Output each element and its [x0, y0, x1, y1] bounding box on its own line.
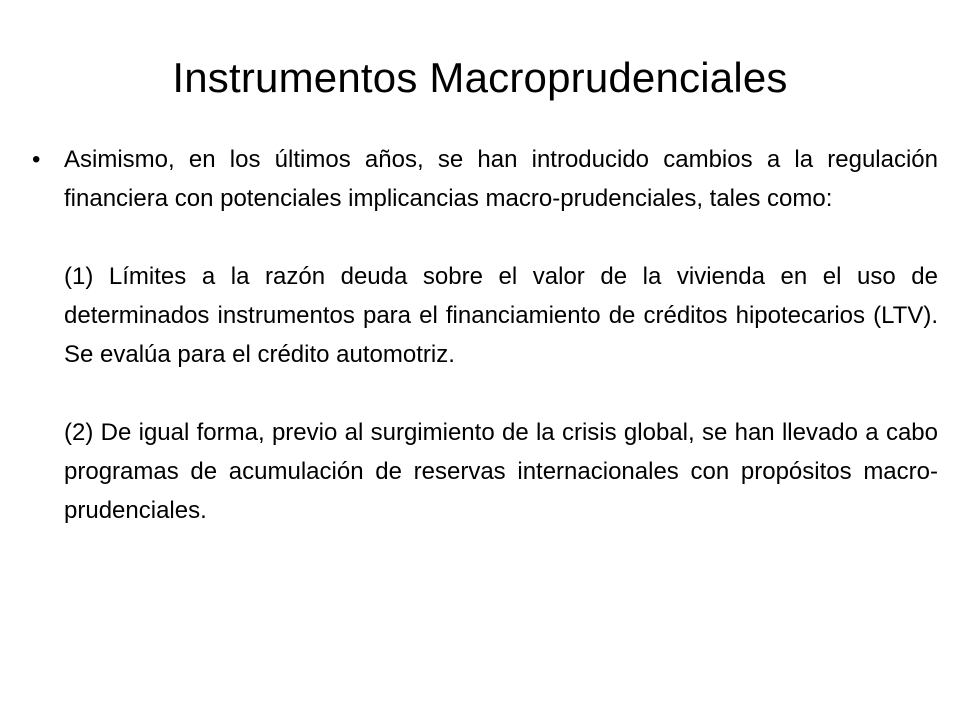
- slide-content: [32, 140, 938, 530]
- bullet-item: [32, 140, 938, 218]
- slide-title: Instrumentos Macroprudenciales: [172, 54, 788, 101]
- item-paragraph-1: (1) Límites a la razón deuda sobre el valor de la vivienda en el uso de determinados instrumentos para el financiamiento de créditos hipotecarios (LTV). Se evalúa para el crédito automotriz.: [64, 263, 938, 368]
- bullet-icon: •: [32, 146, 41, 173]
- item-paragraph-2: (2) De igual forma, previo al surgimiento de la crisis global, se han llevado a cabo programas de acumulación de reservas internacionales con propósitos macro-prudenciales.: [64, 419, 938, 524]
- intro-paragraph: Asimismo, en los últimos años, se han introducido cambios a la regulación financiera con potenciales implicancias macro-prudenciales, tales como:: [64, 146, 938, 212]
